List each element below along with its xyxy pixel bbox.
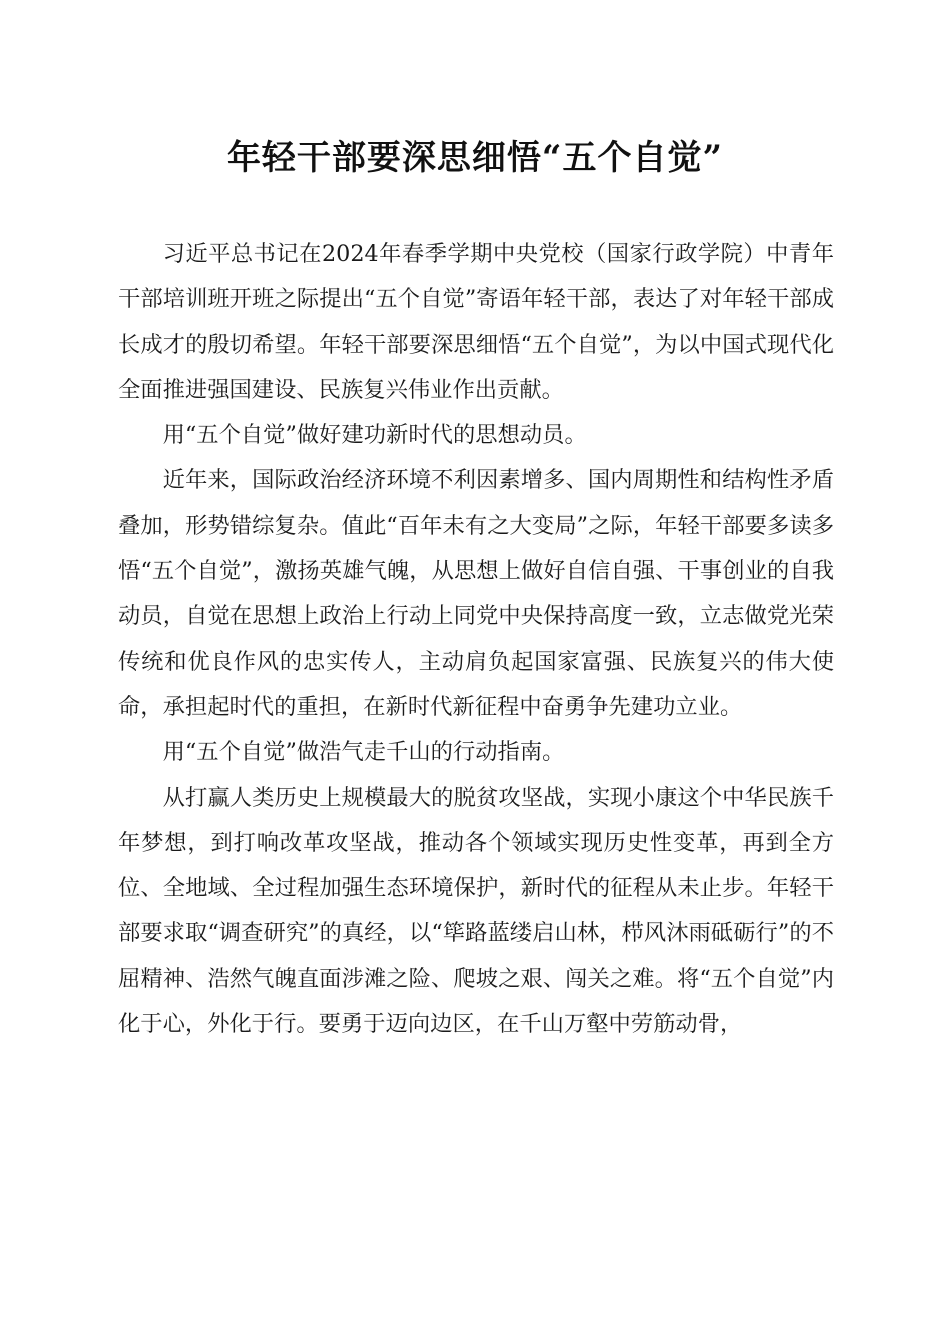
document-title: 年轻干部要深思细悟“五个自觉” <box>226 138 724 178</box>
paragraph-body-2: 从打赢人类历史上规模最大的脱贫攻坚战，实现小康这个中华民族千年梦想，到打响改革攻坚战，推动各个领域实现历史性变革，再到全方位、全地域、全过程加强生态环境保护，新时代的征程从未止步。年轻干部要求取“调查研究”的真经，以“筚路蓝缕启山林，栉风沐雨砥砺行”的不屈精神、浩然气魄直面涉滩之险、爬坡之艰、闯关之难。将“五个自觉”内化于心，外化于行。要勇于迈向边区，在千山万壑中劳筋动骨， <box>118 784 834 1038</box>
paragraph-heading-2: 用“五个自觉”做浩气走千山的行动指南。 <box>162 739 565 766</box>
paragraph-intro: 习近平总书记在2024年春季学期中央党校（国家行政学院）中青年干部培训班开班之际提出“五个自觉”寄语年轻干部，表达了对年轻干部成长成才的殷切希望。年轻干部要深思细悟“五个自觉”，为以中国式现代化全面推进强国建设、民族复兴伟业作出贡献。 <box>118 241 834 403</box>
paragraph-heading-1: 用“五个自觉”做好建功新时代的思想动员。 <box>162 422 587 449</box>
document-body <box>118 232 834 1047</box>
paragraph-body-1: 近年来，国际政治经济环境不利因素增多、国内周期性和结构性矛盾叠加，形势错综复杂。值此“百年未有之大变局”之际，年轻干部要多读多悟“五个自觉”，激扬英雄气魄，从思想上做好自信自强、干事创业的自我动员，自觉在思想上政治上行动上同党中央保持高度一致，立志做党光荣传统和优良作风的忠实传人，主动肩负起国家富强、民族复兴的伟大使命，承担起时代的重担，在新时代新征程中奋勇争先建功立业。 <box>118 467 834 720</box>
